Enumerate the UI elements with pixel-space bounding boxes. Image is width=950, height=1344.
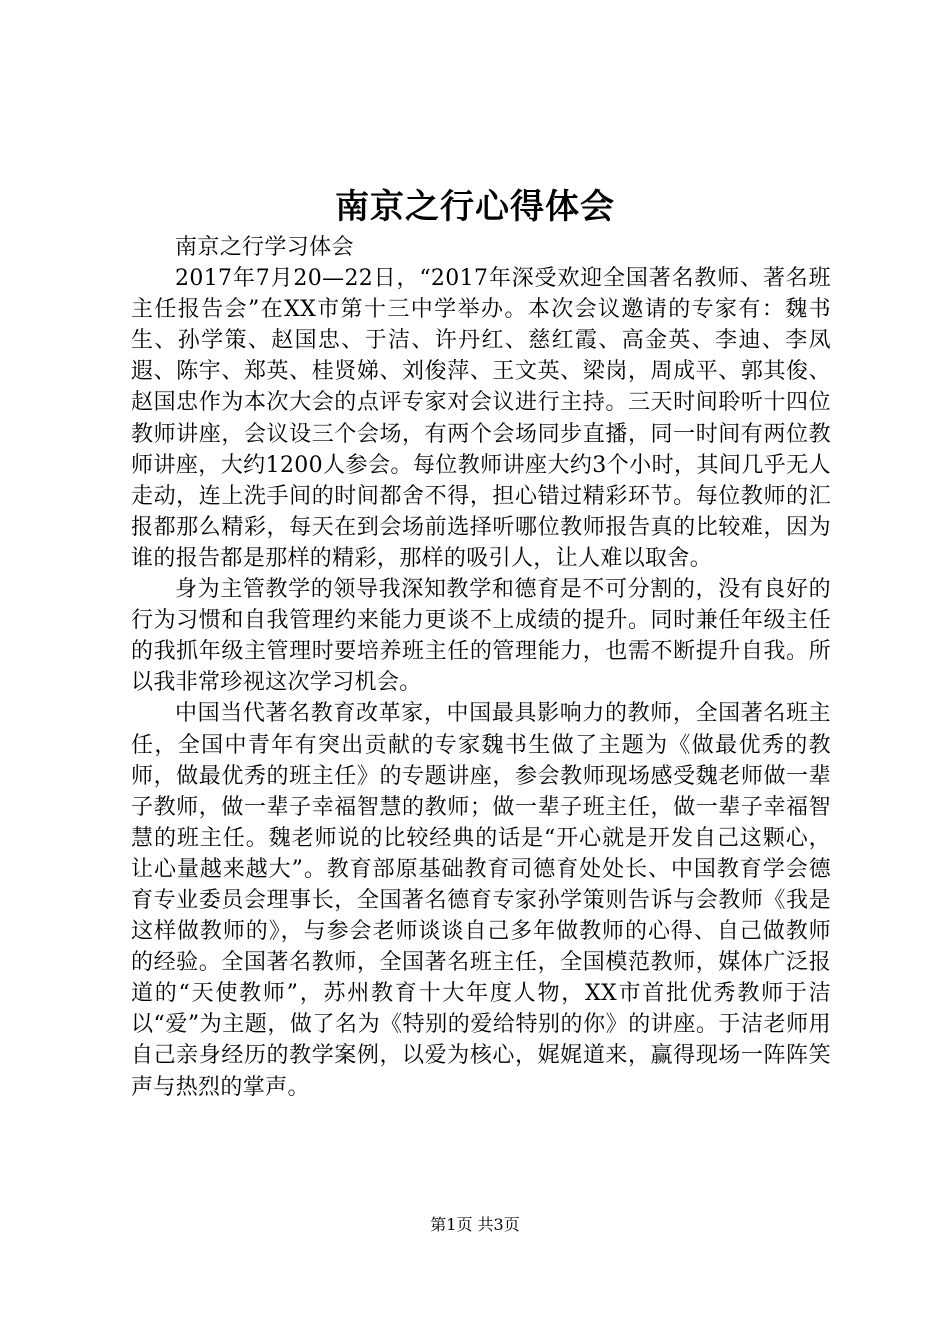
document-title: 南京之行心得体会 <box>335 187 615 227</box>
page-footer: 第1页 共3页 <box>430 1215 520 1234</box>
document-body <box>131 232 831 1103</box>
paragraph: 身为主管教学的领导我深知教学和德育是不可分割的，没有良好的行为习惯和自我管理约来能力更谈不上成绩的提升。同时兼任年级主任的我抓年级主管理时要培养班主任的管理能力，也需不断提升自我。所以我非常珍视这次学习机会。 <box>131 577 831 696</box>
paragraph-subtitle: 南京之行学习体会 <box>175 235 354 260</box>
paragraph: 中国当代著名教育改革家，中国最具影响力的教师，全国著名班主任，全国中青年有突出贡献的专家魏书生做了主题为《做最优秀的教师，做最优秀的班主任》的专题讲座，参会教师现场感受魏老师做一辈子教师，做一辈子幸福智慧的教师；做一辈子班主任，做一辈子幸福智慧的班主任。魏老师说的比较经典的话是“开心就是开发自己这颗心，让心量越来越大”。教育部原基础教育司德育处处长、中国教育学会德育专业委员会理事长，全国著名德育专家孙学策则告诉与会教师《我是这样做教师的》，与参会老师谈谈自己多年做教师的心得、自己做教师的经验。全国著名教师，全国著名班主任，全国模范教师，媒体广泛报道的“天使教师”，苏州教育十大年度人物，XX市首批优秀教师于洁以“爱”为主题，做了名为《特别的爱给特别的你》的讲座。于洁老师用自己亲身经历的教学案例，以爱为核心，娓娓道来，赢得现场一阵阵笑声与热烈的掌声。 <box>131 701 831 1100</box>
paragraph: 2017年7月20—22日，“2017年深受欢迎全国著名教师、著名班主任报告会”在XX市第十三中学举办。本次会议邀请的专家有：魏书生、孙学策、赵国忠、于洁、许丹红、慈红霞、高金英、李迪、李凤遐、陈宇、郑英、桂贤娣、刘俊萍、王文英、梁岗，周成平、郭其俊、赵国忠作为本次大会的点评专家对会议进行主持。三天时间聆听十四位教师讲座，会议设三个会场，有两个会场同步直播，同一时间有两位教师讲座，大约1200人参会。每位教师讲座大约3个小时，其间几乎无人走动，连上洗手间的时间都舍不得，担心错过精彩环节。每位教师的汇报都那么精彩，每天在到会场前选择听哪位教师报告真的比较难，因为谁的报告都是那样的精彩，那样的吸引人，让人难以取舍。 <box>131 266 831 571</box>
